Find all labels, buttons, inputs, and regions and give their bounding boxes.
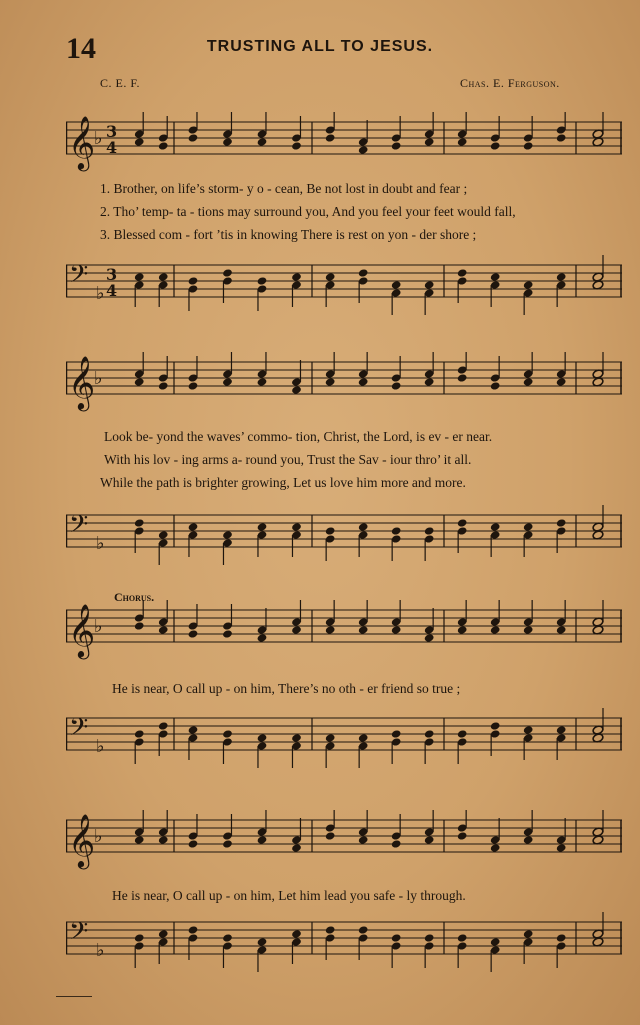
svg-text:𝄞: 𝄞 — [68, 355, 96, 409]
svg-text:♭: ♭ — [94, 826, 103, 847]
lyric-verse1-line1: 1. Brother, on life’s storm- y o - cean, Be not lost in doubt and fear ; — [100, 181, 468, 196]
lyric-verse2-line1: 2. Tho’ temp- ta - tions may surround you, And you feel your feet would fall, — [100, 204, 516, 219]
svg-text:4: 4 — [106, 138, 118, 157]
hymn-title: TRUSTING ALL TO JESUS. — [206, 38, 434, 55]
system1-bass-staff — [66, 255, 626, 325]
system2-bass-staff — [66, 505, 626, 577]
system3-treble-staff — [66, 600, 626, 672]
system4-treble-staff — [66, 810, 626, 882]
system3-bass-staff — [66, 708, 626, 780]
lyric-verse3-line2: While the path is brighter growing, Let us love him more and more. — [100, 475, 466, 490]
system2-treble-staff — [66, 352, 626, 422]
composer-credit: Chas. E. Ferguson. — [460, 76, 560, 90]
lyricist-credit: C. E. F. — [100, 76, 141, 90]
svg-text:3: 3 — [106, 265, 118, 284]
svg-text:♭: ♭ — [96, 283, 105, 304]
svg-text:𝄢: 𝄢 — [69, 917, 89, 952]
svg-text:𝄢: 𝄢 — [69, 510, 89, 545]
system4-bass-staff — [66, 912, 626, 984]
svg-text:♭: ♭ — [94, 368, 103, 389]
lyric-verse3-line1: 3. Blessed com - fort ’tis in knowing There is rest on yon - der shore ; — [100, 227, 477, 242]
bottom-rule — [56, 996, 92, 997]
svg-text:♭: ♭ — [96, 533, 105, 554]
lyric-verse2-line2: With his lov - ing arms a- round you, Trust the Sav - iour thro’ it all. — [104, 452, 472, 467]
svg-text:♭: ♭ — [96, 940, 105, 961]
svg-text:𝄞: 𝄞 — [68, 813, 96, 867]
svg-text:𝄞: 𝄞 — [68, 603, 96, 657]
lyric-chorus-line2: He is near, O call up - on him, Let him lead you safe - ly through. — [112, 888, 466, 903]
svg-text:𝄢: 𝄢 — [69, 260, 89, 295]
svg-text:♭: ♭ — [96, 736, 105, 757]
page-number: 14 — [66, 32, 96, 65]
chorus-label: Chorus. — [114, 590, 155, 604]
svg-text:3: 3 — [106, 122, 118, 141]
svg-text:𝄢: 𝄢 — [69, 713, 89, 748]
lyric-chorus-line1: He is near, O call up - on him, There’s no oth - er friend so true ; — [112, 681, 461, 696]
svg-text:4: 4 — [106, 281, 118, 300]
lyric-verse1-line2: Look be- yond the waves’ commo- tion, Christ, the Lord, is ev - er near. — [104, 429, 493, 444]
svg-text:♭: ♭ — [94, 128, 103, 149]
system1-treble-staff — [66, 112, 626, 172]
svg-text:𝄞: 𝄞 — [68, 115, 96, 169]
svg-text:♭: ♭ — [94, 616, 103, 637]
